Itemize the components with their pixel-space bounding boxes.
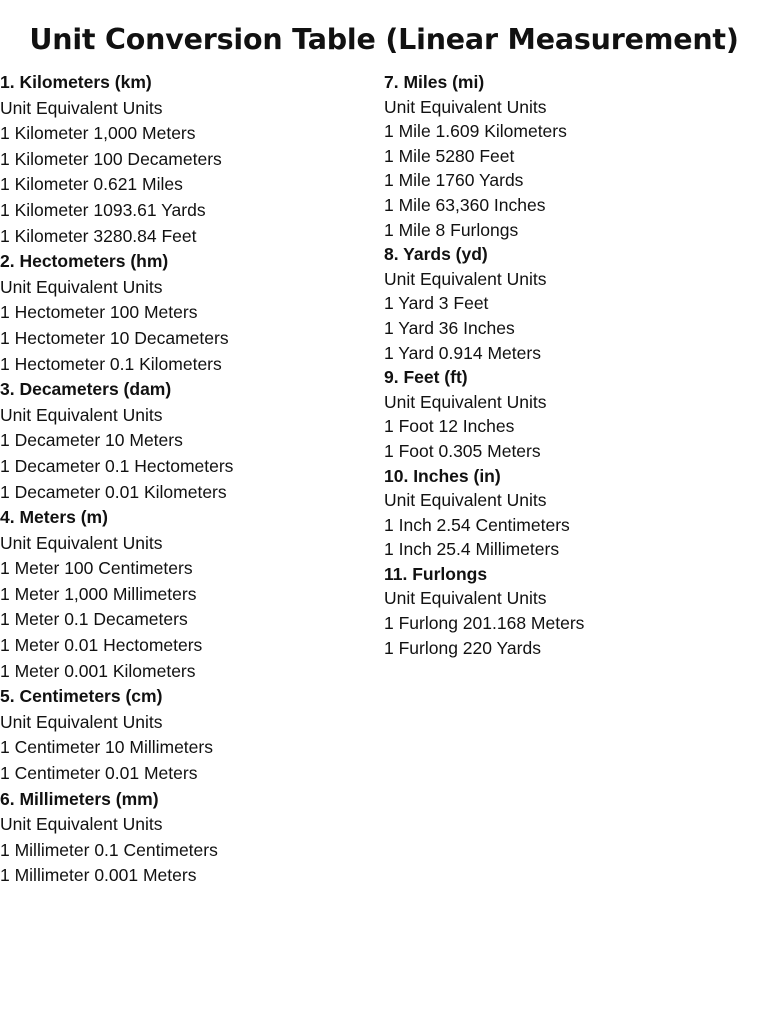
section-hectometers (0, 249, 380, 377)
conversion-row: 1 Mile 1760 Yards (384, 170, 524, 191)
conversion-row: 1 Kilometer 1093.61 Yards (0, 199, 206, 220)
section-heading: 5. Centimeters (cm) (0, 686, 163, 707)
table-header-row: Unit Equivalent Units (384, 268, 547, 289)
section-centimeters (0, 684, 380, 786)
table-header-row: Unit Equivalent Units (0, 276, 163, 297)
right-column (384, 70, 768, 660)
section-heading: 11. Furlongs (384, 563, 488, 584)
left-column (0, 70, 380, 889)
section-millimeters (0, 787, 380, 889)
conversion-row: 1 Millimeter 0.1 Centimeters (0, 839, 218, 860)
table-header-row: Unit Equivalent Units (384, 391, 547, 412)
conversion-row: 1 Furlong 201.168 Meters (384, 613, 585, 634)
section-heading: 6. Millimeters (mm) (0, 788, 159, 809)
section-furlongs (384, 562, 768, 660)
conversion-row: 1 Furlong 220 Yards (384, 637, 541, 658)
table-header-row: Unit Equivalent Units (0, 532, 163, 553)
conversion-row: 1 Decameter 0.01 Kilometers (0, 481, 227, 502)
conversion-row: 1 Kilometer 0.621 Miles (0, 174, 183, 195)
table-header-row: Unit Equivalent Units (0, 97, 163, 118)
conversion-row: 1 Hectometer 0.1 Kilometers (0, 353, 222, 374)
conversion-row: 1 Kilometer 100 Decameters (0, 148, 222, 169)
conversion-row: 1 Yard 0.914 Meters (384, 342, 541, 363)
page-title: Unit Conversion Table (Linear Measurement) (29, 23, 739, 57)
section-heading: 9. Feet (ft) (384, 367, 468, 388)
section-kilometers (0, 70, 380, 249)
section-heading: 2. Hectometers (hm) (0, 251, 169, 272)
table-header-row: Unit Equivalent Units (384, 96, 547, 117)
conversion-row: 1 Yard 3 Feet (384, 293, 489, 314)
section-heading: 1. Kilometers (km) (0, 72, 152, 92)
section-miles (384, 70, 768, 242)
section-heading: 4. Meters (m) (0, 507, 108, 528)
conversion-row: 1 Centimeter 10 Millimeters (0, 737, 213, 758)
section-heading: 3. Decameters (dam) (0, 379, 172, 400)
conversion-row: 1 Hectometer 100 Meters (0, 302, 198, 323)
section-heading: 8. Yards (yd) (384, 244, 488, 265)
table-header-row: Unit Equivalent Units (384, 588, 547, 609)
conversion-row: 1 Mile 1.609 Kilometers (384, 121, 567, 142)
conversion-row: 1 Mile 8 Furlongs (384, 219, 519, 240)
section-decameters (0, 377, 380, 505)
section-inches (384, 464, 768, 562)
conversion-row: 1 Meter 0.1 Decameters (0, 609, 188, 630)
section-meters (0, 505, 380, 684)
table-header-row: Unit Equivalent Units (0, 404, 163, 425)
conversion-row: 1 Millimeter 0.001 Meters (0, 865, 197, 886)
section-heading: 7. Miles (mi) (384, 72, 485, 92)
table-header-row: Unit Equivalent Units (0, 814, 163, 835)
section-feet (384, 365, 768, 463)
conversion-row: 1 Kilometer 1,000 Meters (0, 123, 196, 144)
conversion-row: 1 Decameter 10 Meters (0, 430, 183, 451)
conversion-row: 1 Mile 63,360 Inches (384, 194, 546, 215)
conversion-row: 1 Meter 0.01 Hectometers (0, 635, 203, 656)
conversion-row: 1 Meter 1,000 Millimeters (0, 583, 197, 604)
table-header-row: Unit Equivalent Units (0, 711, 163, 732)
conversion-row: 1 Yard 36 Inches (384, 317, 515, 338)
conversion-row: 1 Centimeter 0.01 Meters (0, 763, 198, 784)
conversion-row: 1 Foot 12 Inches (384, 416, 515, 437)
table-header-row: Unit Equivalent Units (384, 490, 547, 511)
conversion-row: 1 Mile 5280 Feet (384, 145, 515, 166)
conversion-row: 1 Decameter 0.1 Hectometers (0, 455, 234, 476)
conversion-row: 1 Kilometer 3280.84 Feet (0, 225, 197, 246)
conversion-row: 1 Inch 2.54 Centimeters (384, 514, 570, 535)
conversion-row: 1 Hectometer 10 Decameters (0, 327, 229, 348)
section-yards (384, 242, 768, 365)
section-heading: 10. Inches (in) (384, 465, 501, 486)
conversion-row: 1 Meter 0.001 Kilometers (0, 660, 196, 681)
conversion-row: 1 Inch 25.4 Millimeters (384, 539, 560, 560)
conversion-row: 1 Foot 0.305 Meters (384, 440, 541, 461)
conversion-row: 1 Meter 100 Centimeters (0, 558, 193, 579)
